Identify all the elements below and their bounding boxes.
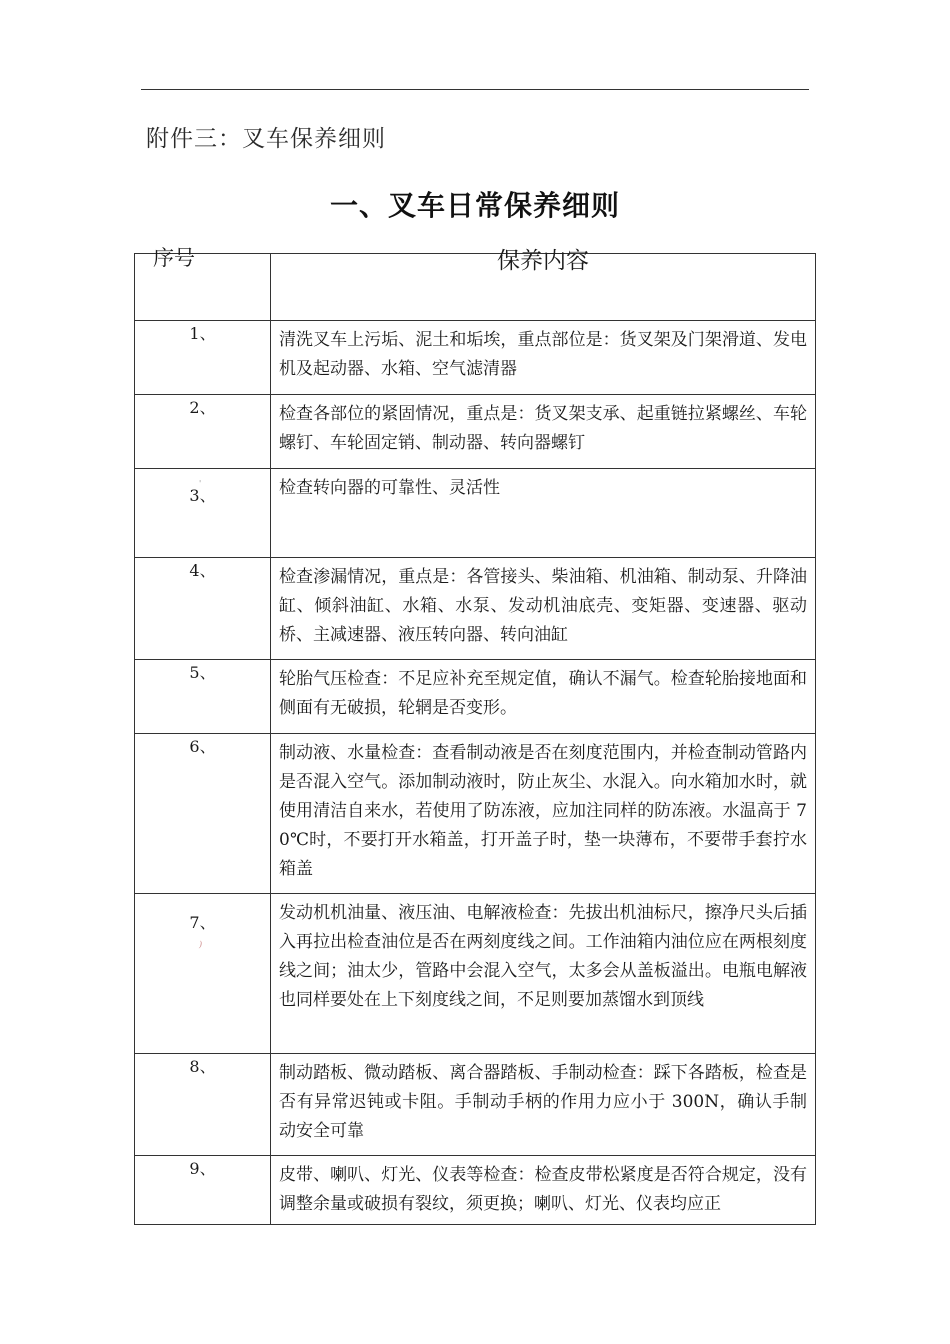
row-number: 1、 — [189, 324, 216, 343]
row-content-cell: 检查各部位的紧固情况，重点是：货叉架支承、起重链拉紧螺丝、车轮螺钉、车轮固定销、制动器、转向器螺钉 — [271, 395, 816, 469]
row-content-cell: 清洗叉车上污垢、泥土和垢埃，重点部位是：货叉架及门架滑道、发电机及起动器、水箱、空气滤清器 — [271, 321, 816, 395]
row-number-cell — [135, 321, 271, 395]
document-title: 一、叉车日常保养细则 — [329, 189, 620, 222]
row-content-cell: 制动液、水量检查：查看制动液是否在刻度范围内，并检查制动管路内是否混入空气。添加制动液时，防止灰尘、水混入。向水箱加水时，就使用清洁自来水，若使用了防冻液，应加注同样的防冻液。水温高于 70℃时，不要打开水箱盖，打开盖子时，垫一块薄布，不要带手套拧水箱盖 — [271, 734, 816, 894]
row-number-cell — [135, 734, 271, 894]
row-content-cell: 轮胎气压检查：不足应补充至规定值，确认不漏气。检查轮胎接地面和侧面有无破损，轮辋是否变形。 — [271, 660, 816, 734]
row-content-cell: 皮带、喇叭、灯光、仪表等检查：检查皮带松紧度是否符合规定，没有调整余量或破损有裂纹，须更换；喇叭、灯光、仪表均应正 — [271, 1156, 816, 1225]
row-number: 4、 — [189, 561, 216, 580]
row-number-cell — [135, 1054, 271, 1156]
header-number-label: 序号 — [153, 246, 195, 270]
row-number: 2、 — [189, 398, 216, 417]
row-number: 8、 — [189, 1057, 216, 1076]
row-number: 6、 — [189, 737, 216, 756]
header-cell-number — [135, 246, 271, 321]
header-rule — [141, 89, 809, 90]
row-number-cell — [135, 558, 271, 660]
row-number: 9、 — [189, 1159, 216, 1178]
row-number: 7、 — [189, 913, 216, 932]
attachment-title: 附件三：叉车保养细则 — [146, 126, 386, 152]
table-header-row — [135, 254, 816, 321]
row-content-cell: 检查转向器的可靠性、灵活性 — [271, 469, 816, 558]
row-content-cell: 发动机机油量、液压油、电解液检查：先拔出机油标尺，擦净尺头后插入再拉出检查油位是否在两刻度线之间。工作油箱内油位应在两根刻度线之间；油太少，管路中会混入空气，太多会从盖板溢出。电瓶电解液也同样要处在上下刻度线之间，不足则要加蒸馏水到顶线 — [271, 894, 816, 1054]
scan-speck-mark: ) — [199, 940, 203, 949]
table-row — [135, 1156, 816, 1225]
table-row — [135, 469, 816, 558]
row-number-cell — [135, 469, 271, 558]
row-content-cell: 检查渗漏情况，重点是：各管接头、柴油箱、机油箱、制动泵、升降油缸、倾斜油缸、水箱、水泵、发动机油底壳、变矩器、变速器、驱动桥、主减速器、液压转向器、转向油缸 — [271, 558, 816, 660]
row-number-cell — [135, 660, 271, 734]
row-number: 5、 — [189, 663, 216, 682]
maintenance-table — [134, 246, 816, 1225]
table-row — [135, 734, 816, 894]
row-content-cell: 制动踏板、微动踏板、离合器踏板、手制动检查：踩下各踏板，检查是否有异常迟钝或卡阻。手制动手柄的作用力应小于 300N，确认手制动安全可靠 — [271, 1054, 816, 1156]
header-content-label: 保养内容 — [497, 248, 589, 274]
table-row — [135, 660, 816, 734]
row-number-cell — [135, 395, 271, 469]
table-row — [135, 894, 816, 1054]
header-cell-content — [271, 248, 816, 321]
row-number: 3、 — [189, 486, 216, 505]
scan-speck-mark: ' — [199, 479, 202, 488]
table-row — [135, 395, 816, 469]
row-number-cell — [135, 1156, 271, 1225]
row-number-cell — [135, 894, 271, 1054]
table-row — [135, 1054, 816, 1156]
table-row — [135, 321, 816, 395]
table-row — [135, 558, 816, 660]
